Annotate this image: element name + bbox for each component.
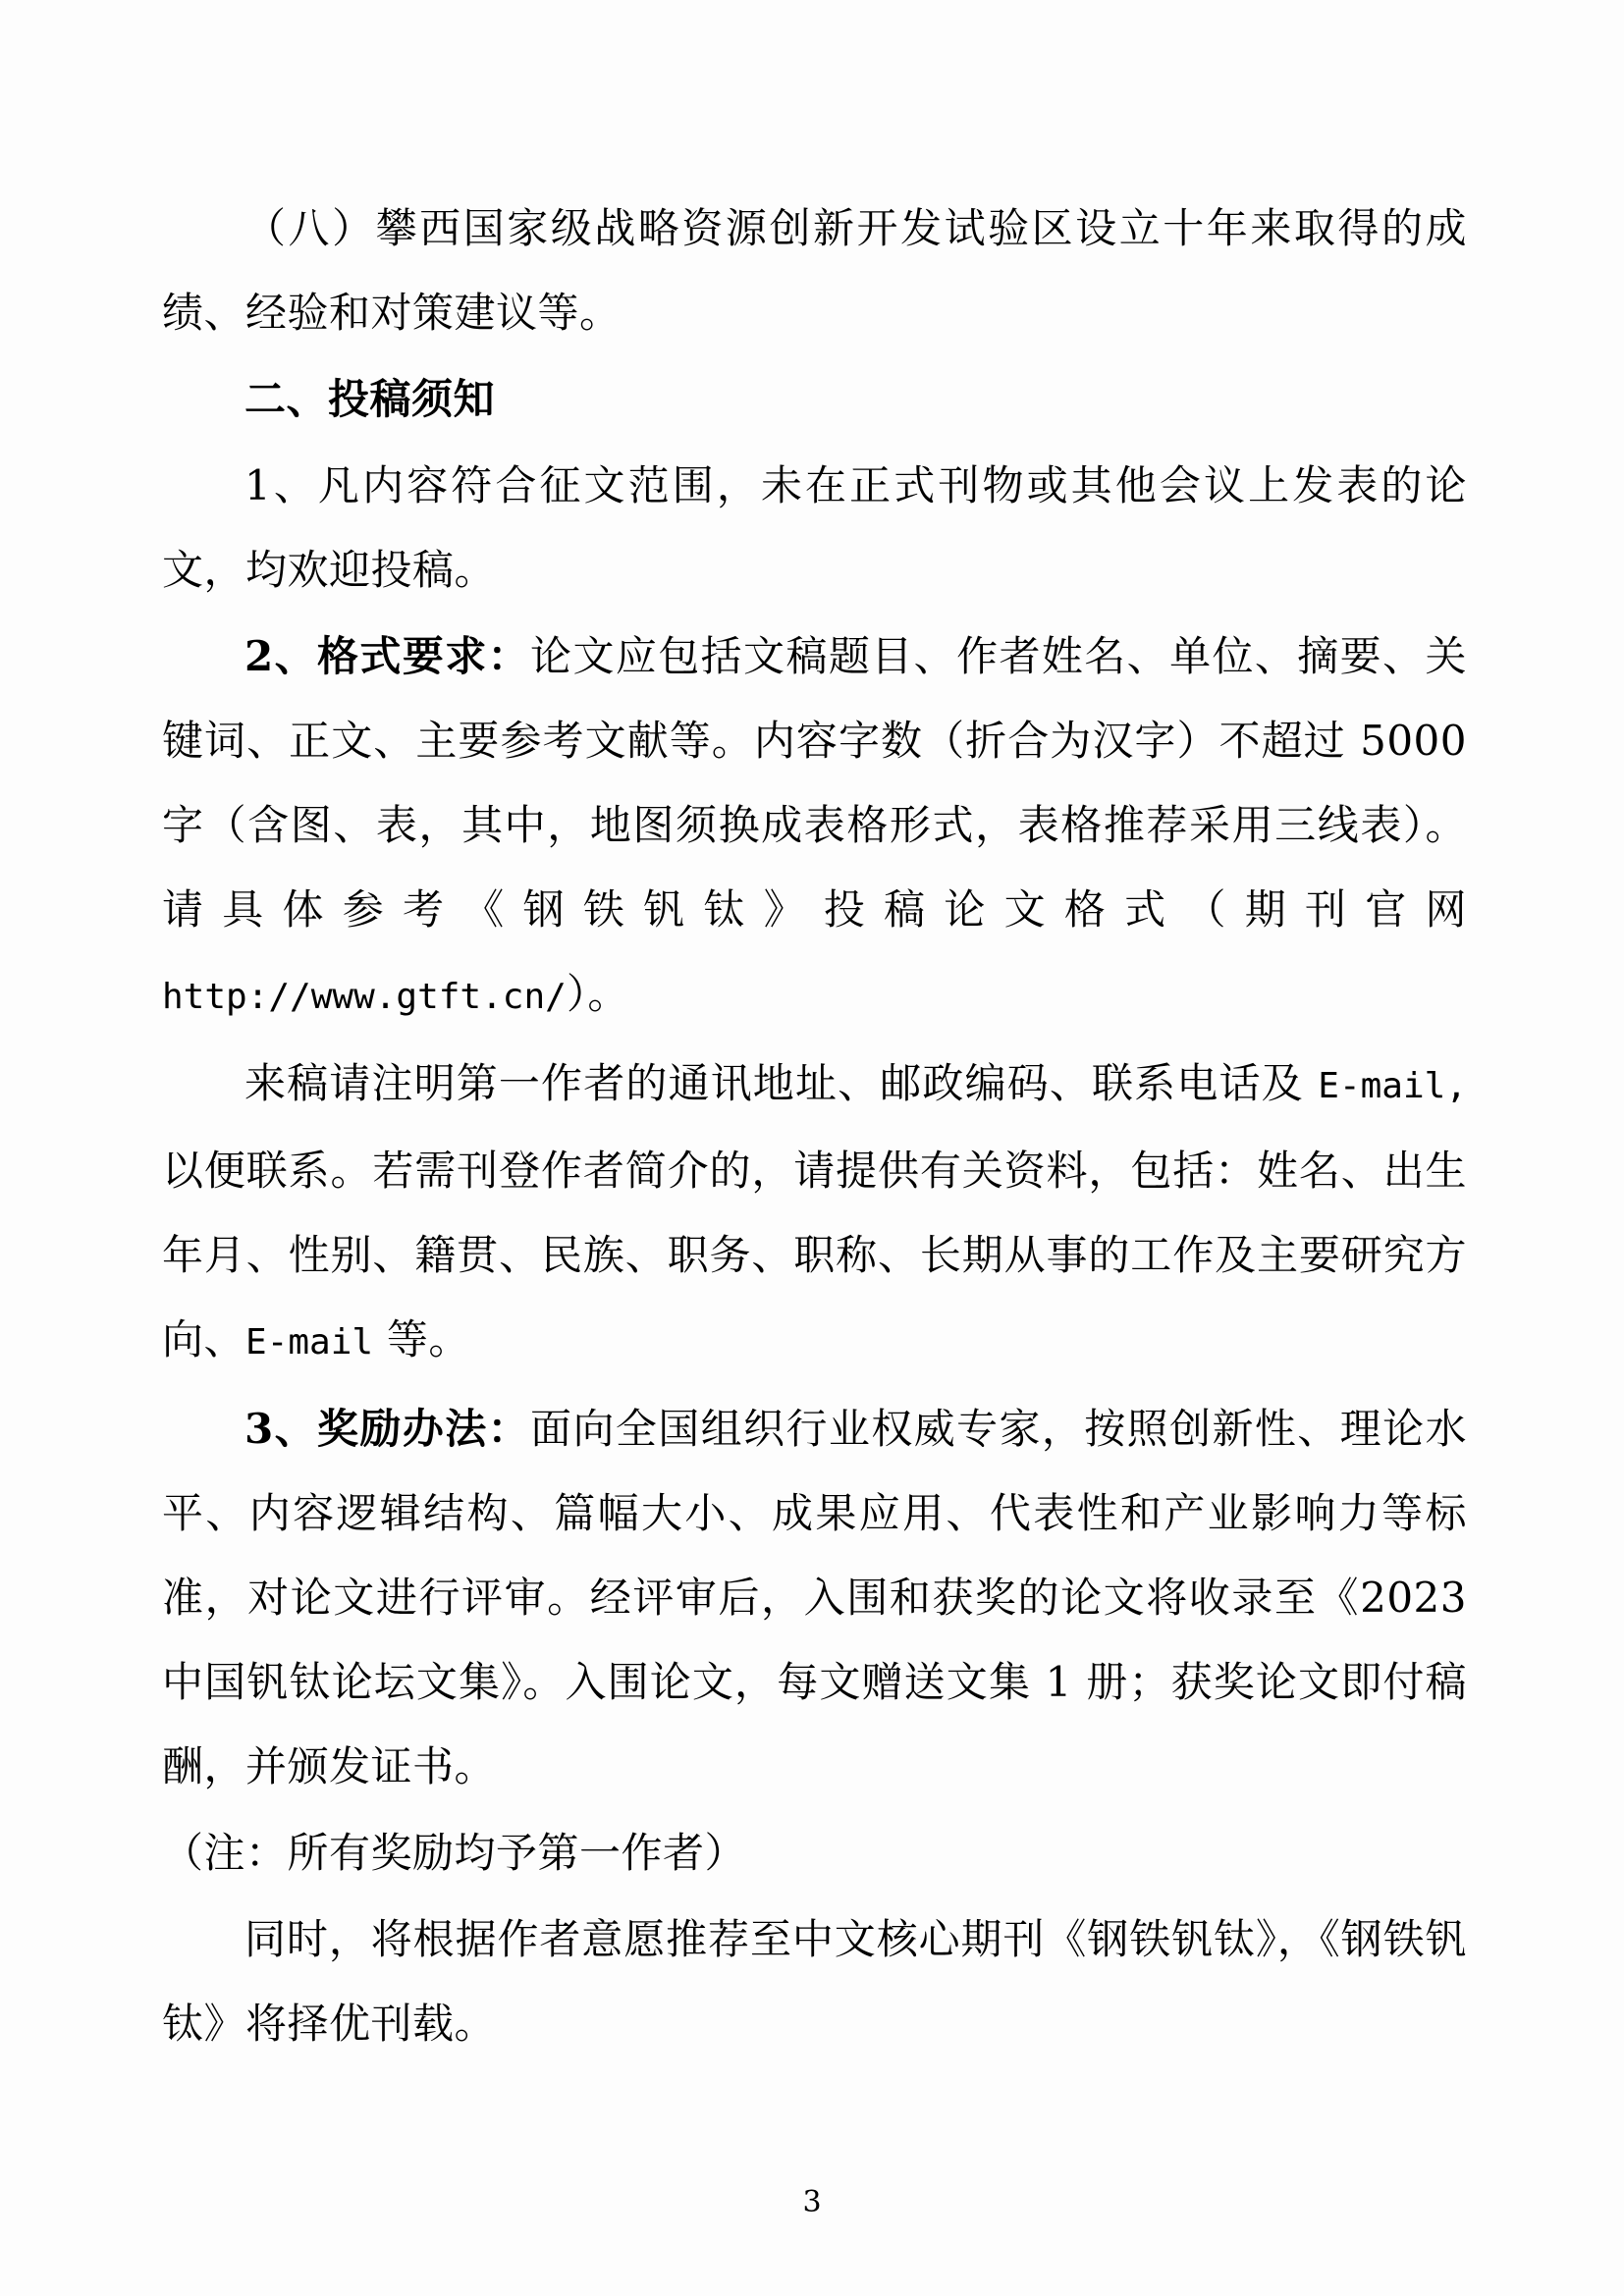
item-2-label: 2、格式要求：	[244, 632, 531, 680]
paragraph-item-2	[162, 614, 1467, 1040]
item-2-note-part-b: 以便联系。若需刊登作者简介的，请提供有关资料，包括：姓名、出生年月、性别、籍贯、民族、职务、职称、长期从事的工作及主要研究方向、	[162, 1147, 1467, 1363]
paragraph-item-3-extra: 同时，将根据作者意愿推荐至中文核心期刊《钢铁钒钛》，《钢铁钒钛》将择优刊载。	[162, 1915, 1467, 2048]
item-3-body: 面向全国组织行业权威专家，按照创新性、理论水平、内容逻辑结构、篇幅大小、成果应用、代表性和产业影响力等标准，对论文进行评审。经评审后，入围和获奖的论文将收录至《2023 中国钒钛论坛文集》。入围论文，每文赠送文集 1 册；获奖论文即付稿酬，并颁发证书。	[162, 1405, 1467, 1790]
item-3-label: 3、奖励办法：	[244, 1405, 531, 1453]
page-number: 3	[802, 2185, 822, 2219]
journal-website-url: http://www.gtft.cn/	[162, 977, 567, 1017]
paragraph-item-3-note: （注：所有奖励均予第一作者）	[162, 1829, 747, 1877]
paragraph-item-2-note	[162, 1041, 1467, 1385]
email-label-first: E-mail,	[1318, 1066, 1467, 1106]
paragraph-item-eight: （八）攀西国家级战略资源创新开发试验区设立十年来取得的成绩、经验和对策建议等。	[162, 204, 1467, 337]
email-label-second: E-mail	[245, 1322, 374, 1362]
paragraph-item-1: 1、凡内容符合征文范围，未在正式刊物或其他会议上发表的论文，均欢迎投稿。	[162, 461, 1467, 594]
item-2-note-part-a: 来稿请注明第一作者的通讯地址、邮政编码、联系电话及	[244, 1059, 1319, 1107]
item-2-body-part-a: 论文应包括文稿题目、作者姓名、单位、摘要、关键词、正文、主要参考文献等。内容字数（折合为汉字）不超过 5000 字（含图、表，其中，地图须换成表格形式，表格推荐采用三线表）。请具体参考《钢铁钒钛》投稿论文格式（期刊官网	[162, 632, 1467, 934]
document-body	[162, 187, 1467, 2066]
item-2-body-part-b: ）。	[566, 970, 629, 1018]
item-2-note-part-c: 等。	[373, 1315, 470, 1363]
paragraph-item-3	[162, 1387, 1467, 1809]
section-heading-submission-notes: 二、投稿须知	[244, 375, 496, 423]
